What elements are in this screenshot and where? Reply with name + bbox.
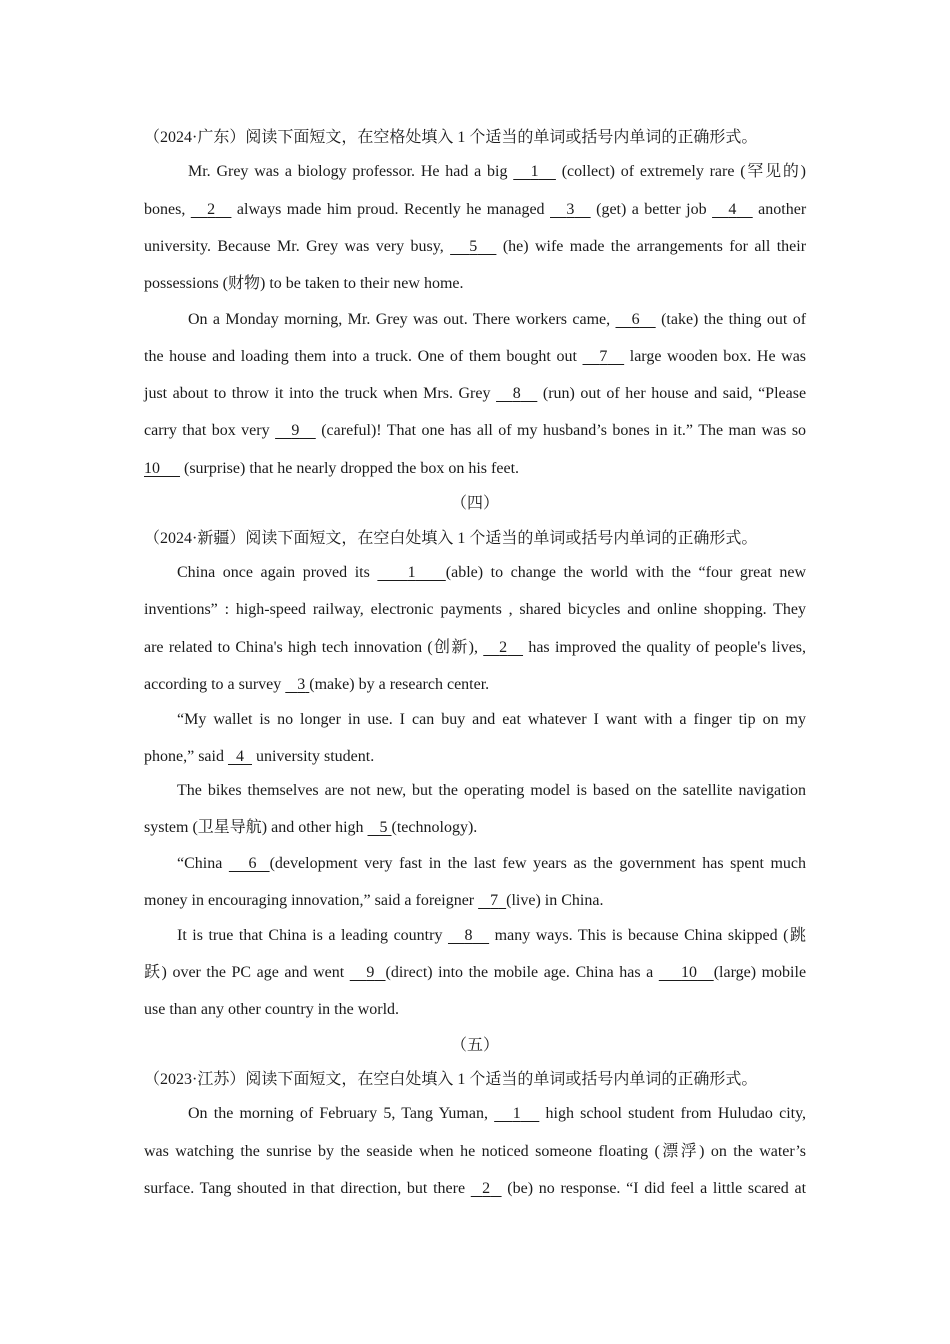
blank-3: 3 [566, 201, 575, 218]
blank-5: 5 [469, 238, 478, 255]
passage-3-line: 10 (surprise) that he nearly dropped the box on his feet. [144, 460, 520, 477]
blank-1: 1 [530, 163, 539, 180]
blank-3: 3 [297, 676, 306, 693]
blank-9: 9 [291, 422, 300, 439]
passage-4-line: “My wallet is no longer in use. I can buy and eat whatever I want with a finger tip on my [177, 711, 806, 728]
blank-8: 8 [512, 385, 521, 402]
blank-2: 2 [482, 1180, 491, 1197]
passage-4-line: inventions” : high-speed railway, electronic payments , shared bicycles and online shopping. They [144, 601, 806, 618]
blank-7: 7 [599, 348, 608, 365]
blank-4: 4 [235, 748, 244, 765]
blank-9: 9 [366, 964, 375, 981]
blank-10: 10 [681, 964, 698, 981]
passage-3-line: university. Because Mr. Grey was very busy, 5 (he) wife made the arrangements for all their [144, 238, 807, 255]
passage-5-line: was watching the sunrise by the seaside when he noticed someone floating (漂浮) on the water’s [144, 1143, 806, 1160]
blank-6: 6 [248, 855, 257, 872]
passage-3-line: possessions (财物) to be taken to their new home. [144, 275, 464, 292]
passage-4-line: according to a survey 3 (make) by a research center. [144, 676, 490, 693]
passage-5-line: On the morning of February 5, Tang Yuman, 1 high school student from Huludao city, [188, 1105, 807, 1122]
blank-10: 10 [144, 460, 160, 477]
blank-7: 7 [490, 892, 499, 909]
passage-3-line: carry that box very 9 (careful)! That one has all of my husband’s bones in it.” The man was so [144, 422, 807, 439]
blank-2: 2 [499, 639, 508, 656]
passage-3-line: On a Monday morning, Mr. Grey was out. There workers came, 6 (take) the thing out of [188, 311, 807, 328]
passage-4-heading: （2024·新疆）阅读下面短文，在空白处填入 1 个适当的单词或括号内单词的正确形式。 [144, 530, 758, 547]
passage-4-line: The bikes themselves are not new, but the operating model is based on the satellite navigation [177, 782, 806, 799]
passage-4-line: phone,” said 4 university student. [144, 748, 375, 765]
passage-3-line: the house and loading them into a truck. One of them bought out 7 large wooden box. He was [144, 348, 807, 365]
passage-4-line: money in encouraging innovation,” said a foreigner 7 (live) in China. [144, 892, 604, 909]
passage-4-line: system (卫星导航) and other high 5 (technology). [144, 819, 478, 836]
section-heading-4: （四） [450, 495, 499, 512]
passage-4-line: It is true that China is a leading country 8 many ways. This is because China skipped (跳 [177, 927, 807, 944]
blank-1: 1 [407, 564, 416, 581]
passage-3-line: bones, 2 always made him proud. Recently he managed 3 (get) a better job 4 another [144, 201, 807, 218]
passage-4-line: China once again proved its 1 (able) to change the world with the “four great new [177, 564, 807, 581]
passage-4-line: “China 6 (development very fast in the last few years as the government has spent much [177, 855, 807, 872]
section-heading-5: （五） [450, 1037, 499, 1054]
passage-3-heading: （2024·广东）阅读下面短文，在空格处填入 1 个适当的单词或括号内单词的正确形式。 [144, 129, 758, 146]
blank-5: 5 [379, 819, 388, 836]
blank-2: 2 [207, 201, 216, 218]
passage-4-line: use than any other country in the world. [144, 1001, 400, 1018]
blank-6: 6 [631, 311, 640, 328]
passage-5-heading: （2023·江苏）阅读下面短文，在空白处填入 1 个适当的单词或括号内单词的正确形式。 [144, 1071, 758, 1088]
passage-3-line: just about to throw it into the truck when Mrs. Grey 8 (run) out of her house and said, “Please [144, 385, 807, 402]
blank-4: 4 [728, 201, 737, 218]
passage-5-line: surface. Tang shouted in that direction, but there 2 (be) no response. “I did feel a little scared at [144, 1180, 807, 1197]
passage-4-line: 跃) over the PC age and went 9 (direct) into the mobile age. China has a 10 (large) mobile [144, 964, 807, 981]
passage-4-line: are related to China's high tech innovation (创新), 2 has improved the quality of people's lives, [144, 639, 807, 656]
passage-3-line: Mr. Grey was a biology professor. He had a big 1 (collect) of extremely rare (罕见的) [188, 163, 806, 180]
blank-1: 1 [512, 1105, 521, 1122]
blank-8: 8 [464, 927, 473, 944]
